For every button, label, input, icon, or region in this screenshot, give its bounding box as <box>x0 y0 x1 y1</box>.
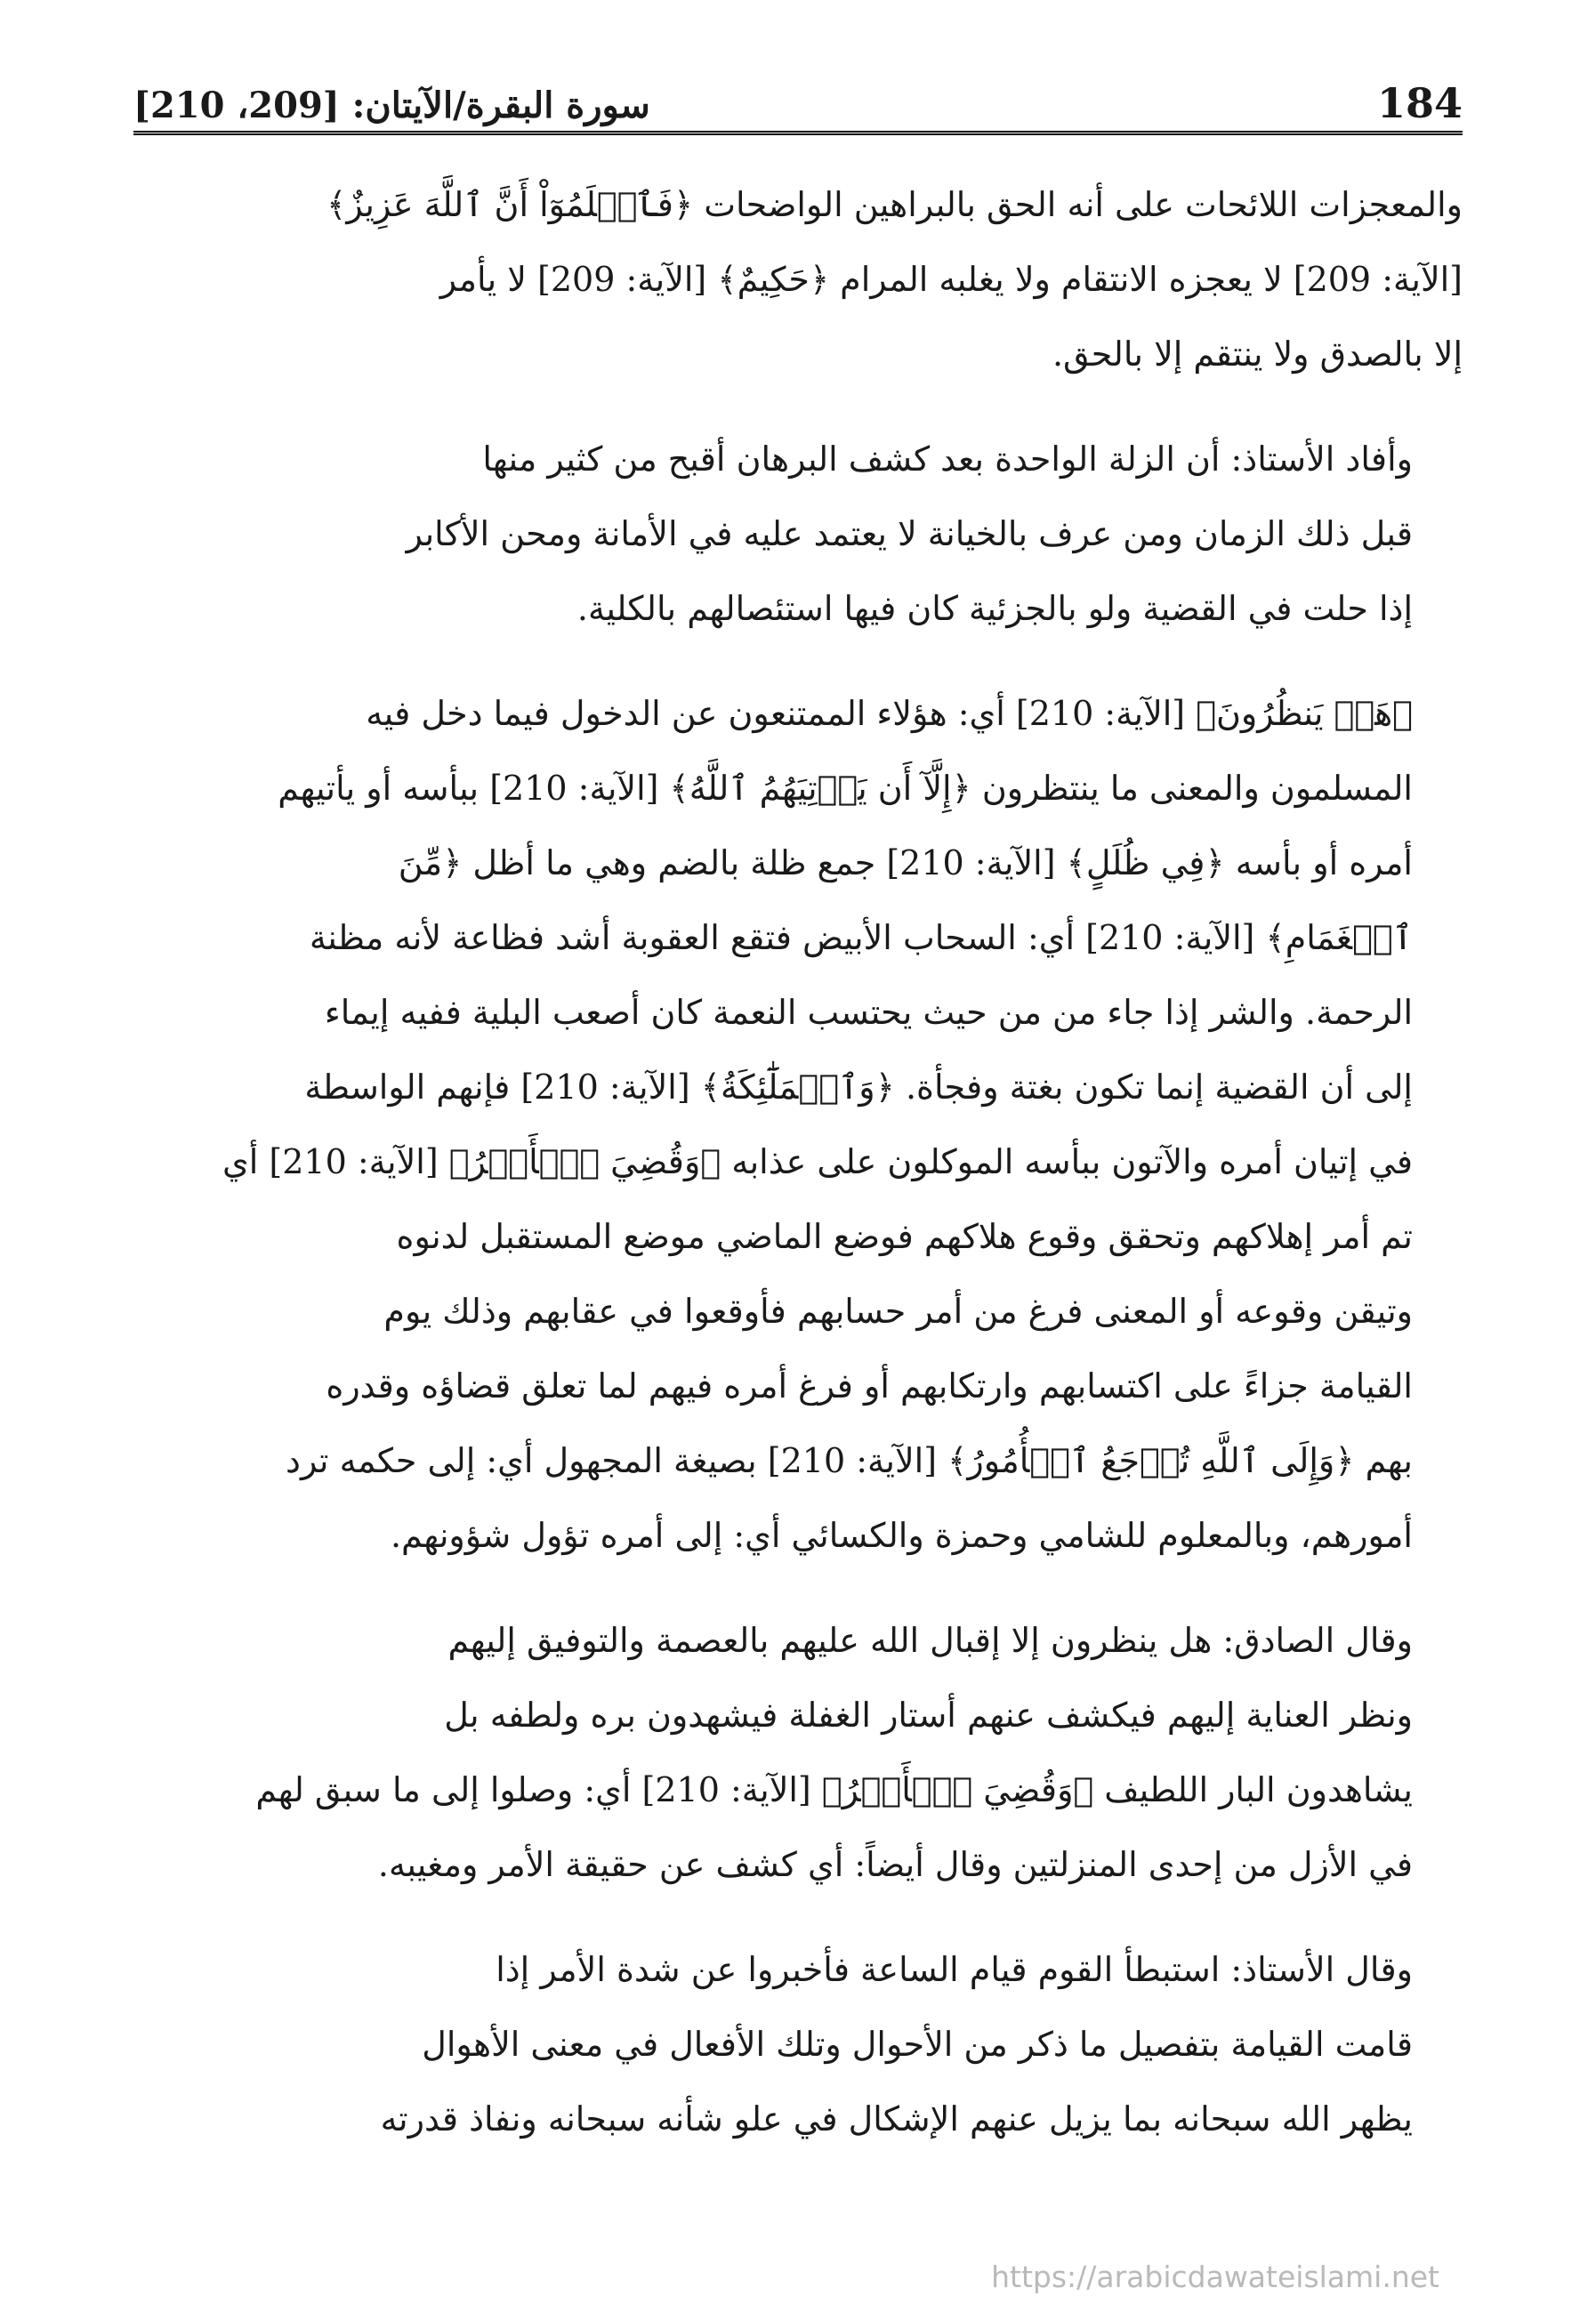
page-body <box>133 167 1463 2156</box>
text-line: ﴿هَلۡ يَنظُرُونَ﴾ [الآية: 210] أي: هؤلاء الممتنعون عن الدخول فيما دخل فيه <box>366 694 1413 733</box>
text-line: يظهر الله سبحانه بما يزيل عنهم الإشكال في علو شأنه سبحانه ونفاذ قدرته <box>380 2099 1413 2139</box>
text-line: وقال الصادق: هل ينظرون إلا إقبال الله عليهم بالعصمة والتوفيق إليهم <box>447 1621 1413 1660</box>
text-line: [الآية: 209] لا يعجزه الانتقام ولا يغلبه المرام ﴿حَكِيمٌ﴾ [الآية: 209] لا يأمر <box>439 260 1463 299</box>
text-line: وقال الأستاذ: استبطأ القوم قيام الساعة فأخبروا عن شدة الأمر إذا <box>496 1950 1413 1989</box>
page-header <box>133 62 1463 135</box>
text-line: إذا حلت في القضية ولو بالجزئية كان فيها استئصالهم بالكلية. <box>576 589 1413 628</box>
text-line: الرحمة. والشر إذا جاء من من حيث يحتسب النعمة كان أصعب البلية ففيه إيماء <box>324 993 1413 1032</box>
text-line: قبل ذلك الزمان ومن عرف بالخيانة لا يعتمد عليه في الأمانة ومحن الأكابر <box>406 514 1413 553</box>
text-line: أمورهم، وبالمعلوم للشامي وحمزة والكسائي أي: إلى أمره تؤول شؤونهم. <box>390 1516 1413 1555</box>
text-line: وتيقن وقوعه أو المعنى فرغ من أمر حسابهم فأوقعوا في عقابهم وذلك يوم <box>383 1292 1413 1331</box>
text-line: القيامة جزاءً على اكتسابهم وارتكابهم أو فرغ أمره فيهم لما تعلق قضاؤه وقدره <box>326 1366 1413 1406</box>
text-line: ٱلۡغَمَامِ﴾ [الآية: 210] أي: السحاب الأبيض فتقع العقوبة أشد فظاعة لأنه مظنة <box>309 918 1413 957</box>
text-line: قامت القيامة بتفصيل ما ذكر من الأحوال وتلك الأفعال في معنى الأهوال <box>422 2025 1413 2064</box>
text-line: المسلمون والمعنى ما ينتظرون ﴿إِلَّآ أَن يَأۡتِيَهُمُ ٱللَّهُ﴾ [الآية: 210] ببأسه أو يأتيهم <box>278 769 1413 808</box>
text-line: وأفاد الأستاذ: أن الزلة الواحدة بعد كشف البرهان أقبح من كثير منها <box>482 439 1413 479</box>
page-number: 184 <box>1376 79 1463 127</box>
text-line: تم أمر إهلاكهم وتحقق وقوع هلاكهم فوضع الماضي موضع المستقبل لدنوه <box>396 1217 1413 1256</box>
text-line: في إتيان أمره والآتون ببأسه الموكلون على عذابه ﴿وَقُضِيَ ٱلۡأَمۡرُ﴾ [الآية: 210] أي <box>222 1142 1413 1181</box>
text-line: والمعجزات اللائحات على أنه الحق بالبراهين الواضحات ﴿فَٱعۡلَمُوٓاْ أَنَّ ٱللَّهَ عَزِيزٌ﴾ <box>326 185 1463 224</box>
watermark-url: https://arabicdawateislami.net <box>991 2260 1439 2294</box>
text-line: يشاهدون البار اللطيف ﴿وَقُضِيَ ٱلۡأَمۡرُ﴾ [الآية: 210] أي: وصلوا إلى ما سبق لهم <box>255 1770 1413 1809</box>
paragraph <box>133 676 1463 1573</box>
paragraph <box>133 1603 1463 1902</box>
text-line: بهم ﴿وَإِلَى ٱللَّهِ تُرۡجَعُ ٱلۡأُمُورُ﴾ [الآية: 210] بصيغة المجهول أي: إلى حكمه ترد <box>286 1441 1413 1480</box>
paragraph <box>133 1932 1463 2156</box>
text-line: إلى أن القضية إنما تكون بغتة وفجأة. ﴿وَٱلۡمَلَٰٓئِكَةُ﴾ [الآية: 210] فإنهم الواسطة <box>304 1067 1413 1107</box>
text-line: إلا بالصدق ولا ينتقم إلا بالحق. <box>1052 334 1463 374</box>
paragraph <box>133 167 1463 391</box>
text-line: أمره أو بأسه ﴿فِي ظُلَلٍ﴾ [الآية: 210] جمع ظلة بالضم وهي ما أظل ﴿مِّنَ <box>398 843 1413 882</box>
text-line: ونظر العناية إليهم فيكشف عنهم أستار الغفلة فيشهدون بره ولطفه بل <box>444 1696 1413 1735</box>
running-head: سورة البقرة/الآيتان: [209، 210] <box>133 85 650 126</box>
paragraph <box>133 422 1463 646</box>
text-line: في الأزل من إحدى المنزلتين وقال أيضاً: أي كشف عن حقيقة الأمر ومغيبه. <box>377 1845 1413 1884</box>
